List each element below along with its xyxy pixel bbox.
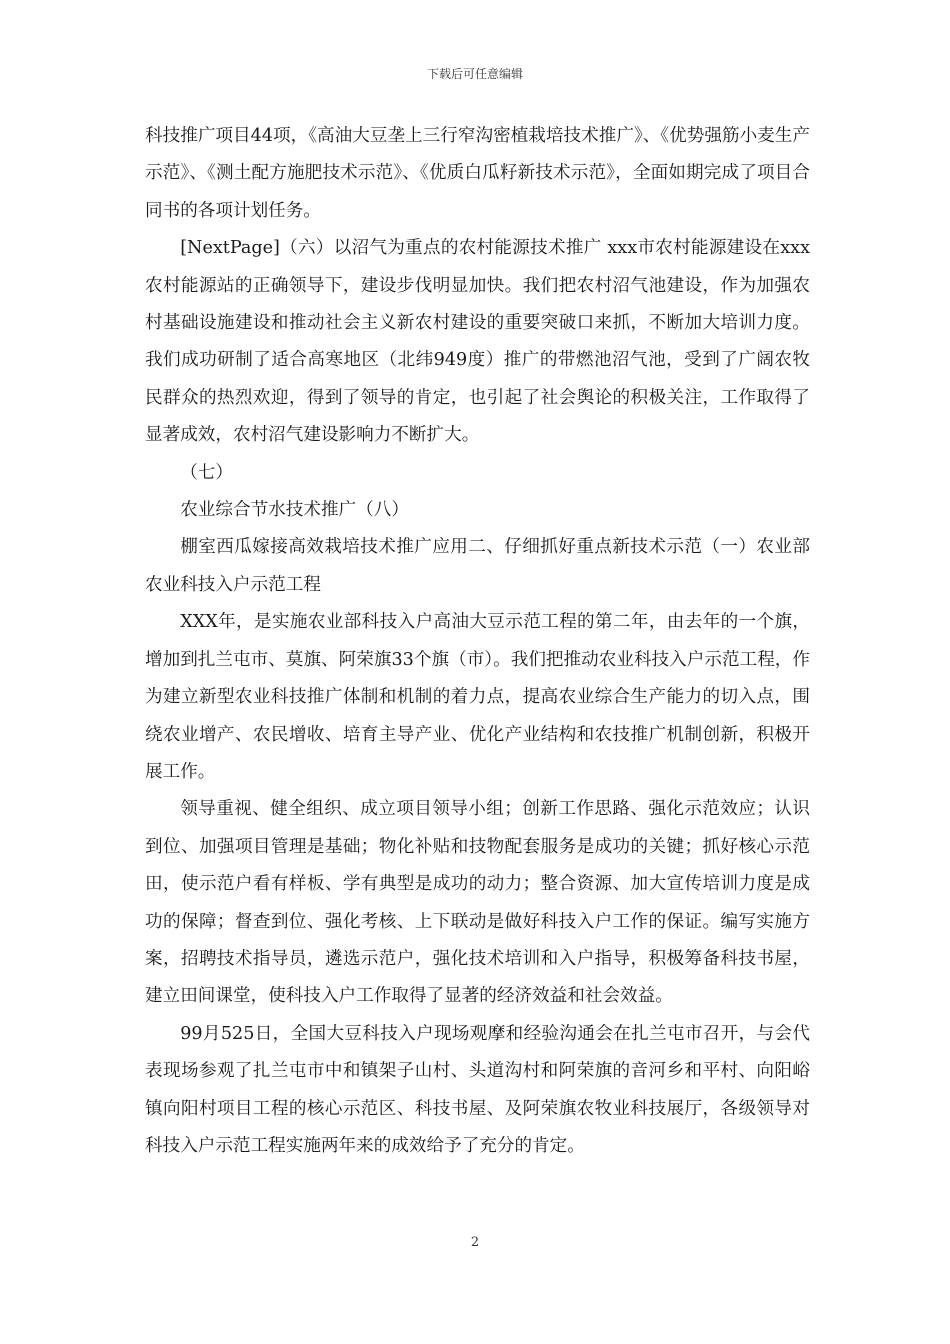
paragraph: 99月525日，全国大豆科技入户现场观摩和经验沟通会在扎兰屯市召开，与会代表现场参观了扎兰屯市中和镇架子山村、头道沟村和阿荣旗的音河乡和平村、向阳峪镇向阳村项目工程的核心示范区、科技书屋、及阿荣旗农牧业科技展厅，各级领导对科技入户示范工程实施两年来的成效给予了充分的肯定。: [145, 1023, 810, 1156]
paragraph: （七）: [180, 462, 233, 483]
paragraph: 农业综合节水技术推广（八）: [180, 500, 409, 521]
document-body: [145, 118, 810, 1165]
paragraph: XXX年，是实施农业部科技入户高油大豆示范工程的第二年，由去年的一个旗，增加到扎兰屯市、莫旗、阿荣旗33个旗（市）。我们把推动农业科技入户示范工程，作为建立新型农业科技推广体制和机制的着力点，提高农业综合生产能力的切入点，围绕农业增产、农民增收、培育主导产业、优化产业结构和农技推广机制创新，积极开展工作。: [145, 612, 810, 782]
paragraph: 科技推广项目44项，《高油大豆垄上三行窄沟密植栽培技术推广》、《优势强筋小麦生产示范》、《测土配方施肥技术示范》、《优质白瓜籽新技术示范》，全面如期完成了项目合同书的各项计划任务。: [145, 126, 810, 221]
paragraph: 领导重视、健全组织、成立项目领导小组；创新工作思路、强化示范效应；认识到位、加强项目管理是基础；物化补贴和技物配套服务是成功的关键；抓好核心示范田，使示范户看有样板、学有典型是成功的动力；整合资源、加大宣传培训力度是成功的保障；督查到位、强化考核、上下联动是做好科技入户工作的保证。编写实施方案，招聘技术指导员，遴选示范户，强化技术培训和入户指导，积极筹备科技书屋，建立田间课堂，使科技入户工作取得了显著的经济效益和社会效益。: [145, 799, 810, 1007]
paragraph: 棚室西瓜嫁接高效栽培技术推广应用二、仔细抓好重点新技术示范（一）农业部农业科技入户示范工程: [145, 537, 810, 595]
page-header: 下载后可任意编辑: [426, 67, 523, 81]
page-number: 2: [470, 1235, 480, 1250]
paragraph: [NextPage]（六）以沼气为重点的农村能源技术推广 xxx市农村能源建设在xxx农村能源站的正确领导下，建设步伐明显加快。我们把农村沼气池建设，作为加强农村基础设施建设和推动社会主义新农村建设的重要突破口来抓，不断加大培训力度。我们成功研制了适合高寒地区（北纬949度）推广的带燃池沼气池，受到了广阔农牧民群众的热烈欢迎，得到了领导的肯定，也引起了社会舆论的积极关注，工作取得了显著成效，农村沼气建设影响力不断扩大。: [145, 238, 810, 446]
